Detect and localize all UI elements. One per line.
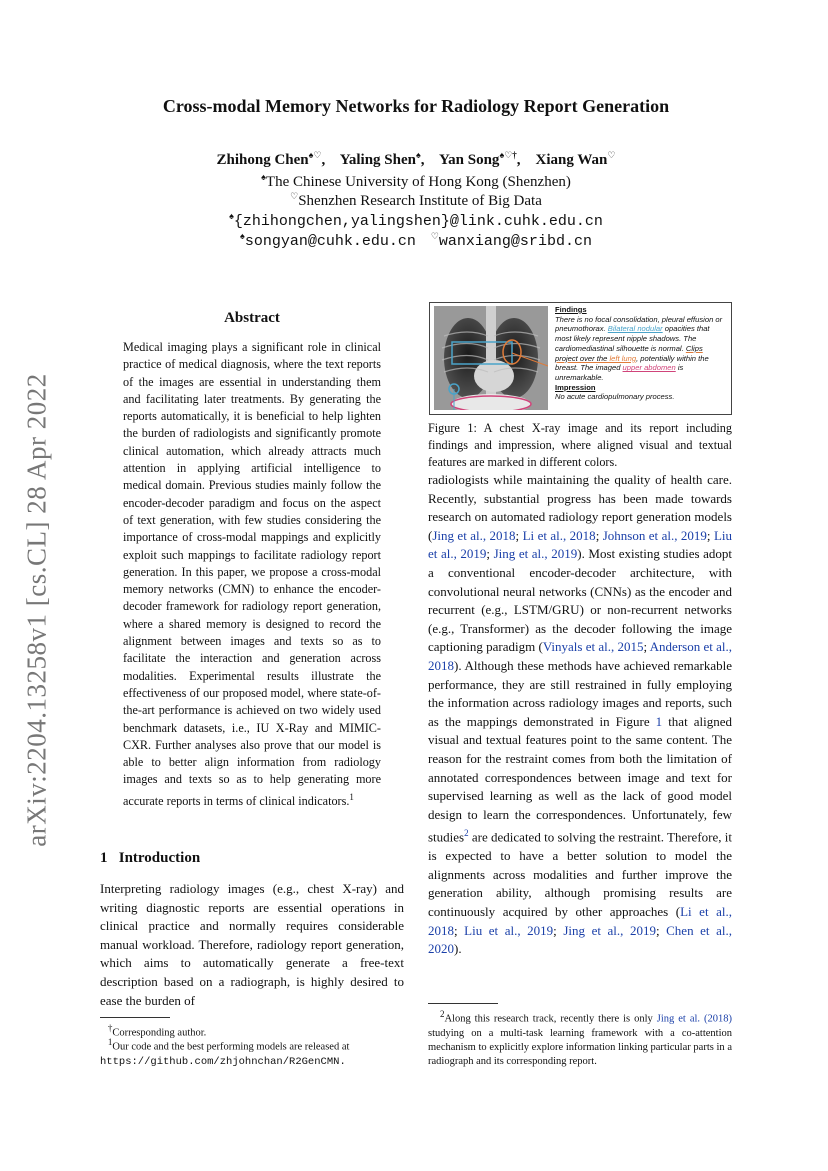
abstract-text: Medical imaging plays a significant role in clinical practice of medical diagnosis, where the text reports of the images are essential in understanding them and facilitating later treatments. By generating the reports automatically, it is beneficial to help lighten the burden of radiologists and significantly promote clinical automation, which already attracts much attention in applying artificial intelligence to medical domain. Previous studies mainly follow the encoder-decoder paradigm and focus on the aspect of text generation, with few studies considering the importance of cross-modal mappings and explicitly exploit such mappings to facilitate radiology report generation. In this paper, we propose a cross-modal memory networks (CMN) to enhance the encoder-decoder framework for radiology report generation, where a shared memory is designed to record the alignment between images and texts so as to facilitate the interaction and generation across modalities. Experimental results illustrate the effectiveness of our proposed model, where state-of-the-art performance is achieved on two widely used benchmark datasets, i.e., IU X-Ray and MIMIC-CXR. Further analyses also prove that our model is able to better align information from radiology images and texts so as to help generating more accurate reports in terms of clinical indicators. [123, 340, 381, 808]
footnote-ref: 1 [349, 791, 354, 802]
impression-heading: Impression [555, 382, 596, 392]
arxiv-side-stamp [22, 365, 52, 855]
citation-link[interactable]: Jing et al., 2019 [563, 922, 656, 938]
affiliation-text: Shenzhen Research Institute of Big Data [298, 193, 542, 209]
citation-link[interactable]: Li et al., 2018 [522, 527, 596, 543]
email-mark: ♠ [240, 231, 245, 241]
findings-segment: , potentially within the breast. The imaged [555, 353, 709, 373]
citation-link[interactable]: Jing et al. (2018) [656, 1013, 733, 1025]
author-list: Zhihong Chen♠♡, Yaling Shen♠, Yan Song♠♡†, Xiang Wan♡ [216, 150, 616, 168]
footnote-mark: † [107, 1023, 113, 1033]
footnote-text: Along this research track, recently there is only [444, 1013, 657, 1025]
email-mark: ♡ [430, 231, 439, 241]
findings-heading: Findings [555, 305, 587, 314]
citation-link[interactable]: Jing et al., 2019 [493, 546, 578, 562]
citation-link[interactable]: Li et al., 2018 [428, 903, 732, 938]
affiliation-mark: ♡ [290, 191, 299, 201]
footnote-text: studying on a multi-task learning framework with a co-attention mechanism to explicitly explore information linking particular parts in a radiograph and its corresponding report. [428, 1027, 732, 1067]
figure-ref-link[interactable]: 1 [655, 713, 663, 729]
citation-link[interactable]: Jing et al., 2018 [432, 527, 516, 543]
text-segment: radiologists while maintaining the quality of health care. Recently, substantial progress has been made towards research on automated radiology report generation models ( [428, 472, 732, 543]
footnote-2 [428, 1007, 732, 1069]
author-mark: ♡ [607, 150, 616, 160]
citation-link[interactable]: Johnson et al., 2019 [602, 527, 707, 543]
impression-body: No acute cardiopulmonary process. [555, 392, 675, 402]
intro-paragraph: Interpreting radiology images (e.g., chest X-ray) and writing diagnostic reports are essential operations in clinical practice and normally requires considerable manual workload. Therefore, radiology report generation, which aims to automatically generate a free-text description based on a radiograph, is highly desired to ease the burden of [100, 881, 404, 1008]
author-name: Zhihong Chen [216, 152, 309, 168]
highlight-blue: Bilateral nodular [607, 324, 663, 334]
findings-segment: There is no focal consolidation, pleural effusion or pneumothorax. [555, 314, 723, 334]
affiliation-1 [100, 172, 732, 191]
chest-xray-image [434, 306, 548, 410]
abstract-body [123, 339, 381, 810]
text-segment: ; [595, 527, 603, 543]
footnote-rule [428, 1003, 498, 1004]
abstract-heading: Abstract [224, 310, 280, 326]
text-segment: ; [515, 527, 523, 543]
text-segment: ; [643, 639, 650, 655]
section-title: Introduction [118, 850, 201, 866]
author-mark: ♠♡† [499, 150, 517, 160]
findings-body [555, 315, 727, 383]
author-name: Xiang Wan [535, 152, 608, 168]
footnote-text: Corresponding author. [112, 1027, 207, 1039]
text-segment: ). Most existing studies adopt a conventional encoder-decoder architecture, with convolutional neural networks (CNNs) as the encoder and recurrent (e.g., LSTM/GRU) or non-recurrent networks (e.g., Transformer) as the decoder following the image captioning paradigm ( [428, 546, 732, 655]
footnote-rule [100, 1017, 170, 1018]
citation-link[interactable]: Liu et al., 2019 [428, 527, 732, 562]
text-segment: ; [655, 922, 667, 938]
text-segment: that aligned visual and textual features point to the same content. The reason for the restraint comes from both the limitation of annotated correspondences between image and text for supervised learning as well as the lack of good model design to learn the correspondences. Unfortunately, few studies [428, 713, 732, 845]
author-name: Yan Song [438, 152, 500, 168]
highlight-pink: upper abdomen [622, 363, 676, 373]
highlight-orange: left lung [609, 353, 637, 363]
figure-1 [429, 302, 732, 415]
text-segment: ; [553, 922, 564, 938]
arxiv-stamp-text: arXiv:2204.13258v1 [cs.CL] 28 Apr 2022 [21, 373, 52, 847]
footnote-mark: 1 [107, 1037, 113, 1047]
footnote-mark: 2 [439, 1009, 445, 1019]
text-segment: are dedicated to solving the restraint. Therefore, it is expected to have a better solution to model the alignments across modalities and further improve the generation ability, although promising results are continuously acquired by other approaches ( [428, 829, 732, 919]
section-number: 1 [100, 850, 108, 866]
citation-link[interactable]: Liu et al., 2019 [464, 922, 554, 938]
email-line-2 [100, 231, 732, 250]
findings-segment: Clips project over the [555, 343, 703, 363]
figure-caption: Figure 1: A chest X-ray image and its report including findings and impression, where aligned visual and textual features are marked in different colors. [428, 421, 732, 469]
email-mark: ♠ [229, 211, 234, 221]
findings-segment: is unremarkable. [555, 363, 684, 382]
email-address: songyan@cuhk.edu.cn [244, 233, 416, 250]
author-name: Yaling Shen [339, 152, 416, 168]
code-url-link[interactable]: https://github.com/zhjohnchan/R2GenCMN. [100, 1055, 346, 1068]
paper-title: Cross-modal Memory Networks for Radiology Report Generation [162, 96, 670, 116]
right-column-paragraph [428, 471, 732, 959]
citation-link[interactable]: Vinyals et al., 2015 [542, 639, 644, 655]
email-line-1 [100, 211, 732, 230]
text-segment: ). Although these methods have achieved remarkable performance, they are still restrained in fully employing the information across radiology images and reports, such as the mappings demonstrated in Figure [428, 657, 732, 729]
text-segment: ). [454, 941, 462, 957]
affiliation-mark: ♠ [261, 172, 266, 182]
citation-link[interactable]: Chen et al., 2020 [428, 922, 732, 957]
text-segment: ; [454, 922, 465, 938]
text-segment: ; [706, 527, 714, 543]
report-text [555, 305, 727, 402]
findings-segment: opacities that most likely represent nipple shadows. The cardiomediastinal silhouette is normal. [555, 324, 710, 353]
footnote-text: Our code and the best performing models are released at [112, 1041, 350, 1053]
footnote-ref[interactable]: 2 [464, 828, 469, 839]
text-segment: ; [486, 546, 494, 562]
email-address: wanxiang@sribd.cn [438, 233, 592, 250]
email-address: {zhihongchen,yalingshen}@link.cuhk.edu.cn [233, 213, 603, 230]
affiliation-2 [100, 191, 732, 210]
intro-heading [100, 850, 200, 867]
affiliation-text: The Chinese University of Hong Kong (Shenzhen) [265, 174, 571, 190]
citation-link[interactable]: Anderson et al., 2018 [428, 639, 732, 673]
author-mark: ♠♡ [308, 150, 322, 160]
author-mark: ♠ [416, 150, 421, 160]
footnote-1 [100, 1035, 404, 1069]
